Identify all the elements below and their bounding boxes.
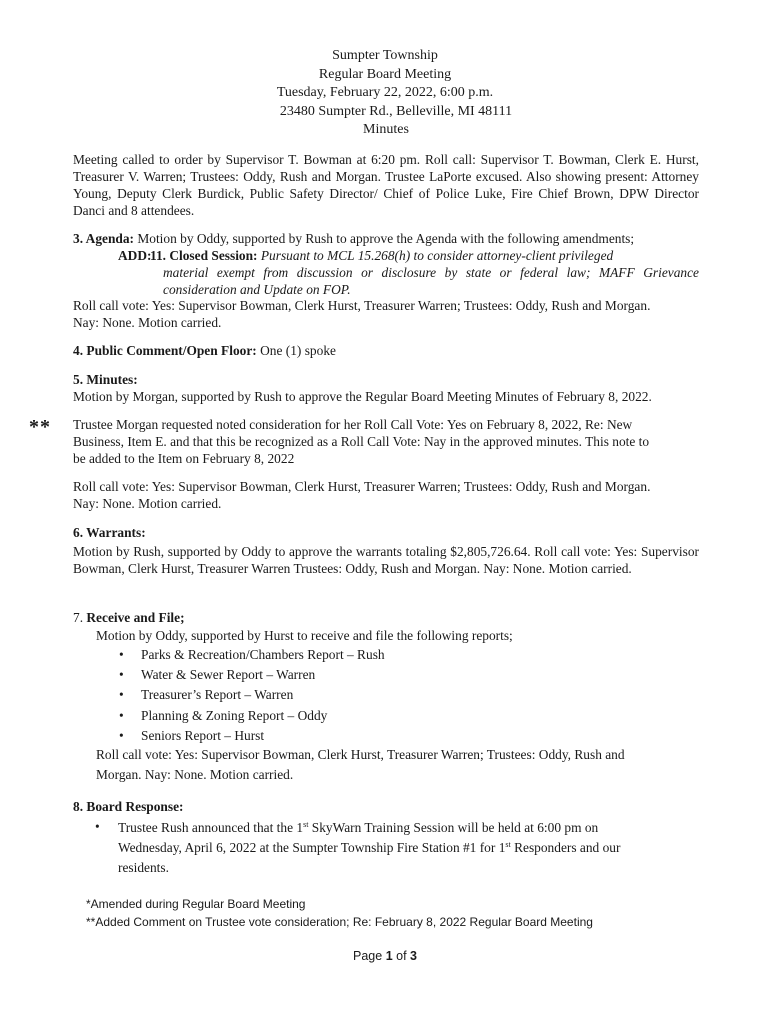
closed-session-label: 11. Closed Session: <box>150 248 258 263</box>
page-number <box>0 948 770 965</box>
receive-file-motion: Motion by Oddy, supported by Hurst to receive and file the following reports; <box>96 628 513 643</box>
bullet-icon: • <box>119 667 124 683</box>
closed-session-text: Pursuant to MCL 15.268(h) to consider attorney-client privileged <box>257 248 614 263</box>
minutes-roll-call: Roll call vote: Yes: Supervisor Bowman, Clerk Hurst, Treasurer Warren; Trustees: Oddy, Rush and Morgan. <box>73 479 651 494</box>
receive-file-roll-call: Roll call vote: Yes: Supervisor Bowman, Clerk Hurst, Treasurer Warren; Trustees: Oddy, Rush and <box>96 747 625 762</box>
page-total: 3 <box>410 949 417 963</box>
minutes-motion: Motion by Morgan, supported by Rush to approve the Regular Board Meeting Minutes of February 8, 2022. <box>73 389 652 404</box>
document-title: Minutes <box>363 122 409 138</box>
agenda-paragraph <box>73 230 699 247</box>
bullet-icon: • <box>119 647 124 662</box>
meeting-address: 23480 Sumpter Rd., Belleville, MI 48111 <box>279 103 513 119</box>
report-list-item <box>119 685 661 705</box>
closed-session-line <box>150 247 770 264</box>
public-comment-heading: 4. Public Comment/Open Floor: <box>73 343 257 358</box>
bullet-icon: • <box>119 687 124 703</box>
footnote-amended: *Amended during Regular Board Meeting <box>86 897 306 911</box>
receive-file-motion-result: Morgan. Nay: None. Motion carried. <box>96 767 294 782</box>
agenda-text: Motion by Oddy, supported by Rush to approve the Agenda with the following amendments; <box>134 231 635 246</box>
agenda-motion-result: Nay: None. Motion carried. <box>73 315 222 330</box>
minutes-note-line-2: Business, Item E. and that this be recognized as a Roll Call Vote: Nay in the approved minutes. This note to <box>73 434 650 449</box>
report-name: Planning & Zoning Report – Oddy <box>141 707 328 723</box>
report-name: Treasurer’s Report – Warren <box>141 687 294 703</box>
public-comment-text: One (1) spoke <box>256 343 336 358</box>
meeting-date: Tuesday, February 22, 2022, 6:00 p.m. <box>276 85 494 101</box>
board-response-line-3: residents. <box>118 860 169 875</box>
report-name: Seniors Report – Hurst <box>141 727 265 743</box>
warrants-paragraph: Motion by Rush, supported by Oddy to approve the warrants totaling $2,805,726.64. Roll call vote: Yes: Supervisor Bowman, Clerk Hurst, Treasurer Warren Trustees: Oddy, Rush and Morgan. Nay: None. Motion carried. <box>73 544 699 576</box>
public-comment-paragraph <box>73 342 699 359</box>
warrants-heading <box>73 524 699 541</box>
br-line1-sup: st <box>303 820 309 829</box>
page-of: of <box>392 949 411 963</box>
minutes-note-line-3: be added to the Item on February 8, 2022 <box>73 451 295 466</box>
closed-session-line-3: consideration and Update on FOP. <box>163 282 351 297</box>
page-current: 1 <box>385 949 393 963</box>
board-response-heading <box>73 798 699 815</box>
meeting-type: Regular Board Meeting <box>318 66 452 82</box>
report-list-item <box>119 706 661 726</box>
report-name: Parks & Recreation/Chambers Report – Rush <box>141 647 385 662</box>
report-list-item <box>119 726 661 746</box>
bullet-icon: • <box>119 727 124 743</box>
closed-session-line-2: material exempt from discussion or disclosure by state or federal law; MAFF Grievance <box>163 265 699 280</box>
receive-file-heading-text: Receive and File; <box>86 610 185 625</box>
br-line1-b: SkyWarn Training Session will be held at 6:00 pm on <box>308 820 599 835</box>
minutes-note-line-1: Trustee Morgan requested noted consideration for her Roll Call Vote: Yes on February 8, 2022, Re: New <box>73 417 633 432</box>
board-response-line-1 <box>118 818 744 838</box>
bullet-icon: • <box>119 707 124 723</box>
report-list-item <box>119 665 661 685</box>
br-line2-a: Wednesday, April 6, 2022 at the Sumpter Township Fire Station #1 for 1 <box>118 840 506 855</box>
board-response-bullet: • <box>95 819 100 834</box>
br-line2-sup: st <box>505 840 511 849</box>
agenda-roll-call: Roll call vote: Yes: Supervisor Bowman, Clerk Hurst, Treasurer Warren; Trustees: Oddy, Rush and Morgan. <box>73 298 651 313</box>
document-header <box>0 47 770 140</box>
minutes-heading-text: 5. Minutes: <box>73 372 138 387</box>
revision-marker: ** <box>29 416 51 438</box>
receive-file-number: 7. <box>73 610 87 625</box>
report-list-item <box>119 645 661 665</box>
minutes-motion-result: Nay: None. Motion carried. <box>73 496 222 511</box>
br-line1-a: Trustee Rush announced that the 1 <box>118 820 304 835</box>
br-line2-b: Responders and our <box>510 840 621 855</box>
add-label: ADD: <box>118 248 152 263</box>
reports-list <box>119 645 661 746</box>
report-name: Water & Sewer Report – Warren <box>141 667 316 683</box>
page-label: Page <box>353 949 386 963</box>
board-response-line-2 <box>118 838 744 858</box>
board-response-heading-text: 8. Board Response: <box>73 799 184 814</box>
minutes-heading <box>73 371 699 388</box>
warrants-heading-text: 6. Warrants: <box>73 525 146 540</box>
receive-file-heading <box>73 609 699 626</box>
intro-paragraph: Meeting called to order by Supervisor T. Bowman at 6:20 pm. Roll call: Supervisor T. Bowman, Clerk E. Hurst, Treasurer V. Warren; Trustees: Oddy, Rush and Morgan. Trustee LaPorte excused. Also showing present: Attorney Young, Deputy Clerk Burdick, Public Safety Director/ Chief of Police Luke, Fire Chief Brown, DPW Director Danci and 8 attendees. <box>73 152 699 218</box>
township-name: Sumpter Township <box>332 48 438 63</box>
board-response-item <box>118 818 744 878</box>
footnote-added-comment: **Added Comment on Trustee vote consideration; Re: February 8, 2022 Regular Board Meeting <box>86 915 593 929</box>
agenda-heading: 3. Agenda: <box>73 231 135 246</box>
